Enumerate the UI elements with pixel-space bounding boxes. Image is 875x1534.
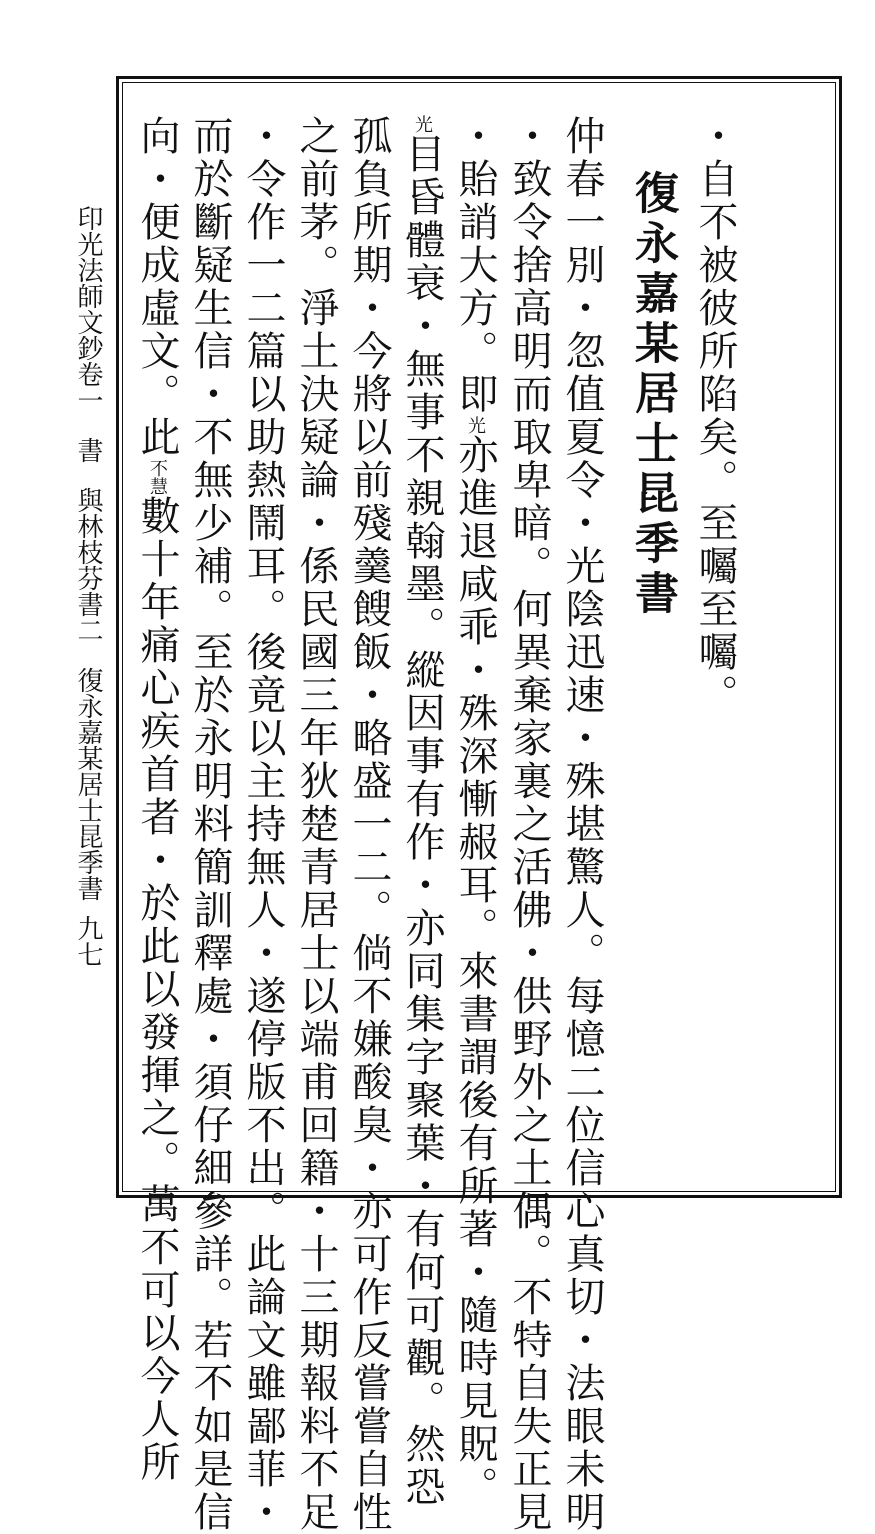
running-header-section: 書 <box>73 437 103 463</box>
running-header-book: 印光法師文鈔卷一 <box>73 205 103 413</box>
text-column-5 <box>399 115 445 1509</box>
honorific-small-buhui: 不慧 <box>147 459 168 495</box>
column-5-text: 目昏體衰・無事不親翰墨。縱因事有作・亦同集字聚葉・有何可觀。然恐 <box>399 133 445 1509</box>
page-number: 九七 <box>73 915 103 967</box>
text-column-1: ・自不被彼所陷矣。至囑至囑。 <box>692 115 738 717</box>
running-header-prev: 與林枝芬書二 <box>73 487 103 643</box>
column-10-part-a: 向・便成虛文。此 <box>134 115 180 459</box>
column-4-part-a: ・貽誚大方。即 <box>452 115 498 416</box>
text-column-6: 孤負所期・今將以前殘羹餿飯・略盛一二。倘不嫌酸臭・亦可作反嘗嘗自性 <box>346 115 392 1534</box>
text-column-8: ・令作一二篇以助熱鬧耳。後竟以主持無人・遂停版不出。此論文雖鄙菲・ <box>240 115 286 1534</box>
column-10-part-b: 數十年痛心疾首者・於此以發揮之。萬不可以今人所 <box>134 495 180 1484</box>
text-column-3: ・致令捨高明而取卑暗。何異棄家裏之活佛・供野外之土偶。不特自失正見 <box>506 115 552 1534</box>
running-header <box>72 205 104 1005</box>
column-4-part-b: 亦進退咸乖・殊深慚赧耳。來書謂後有所著・隨時見貺。 <box>452 434 498 1509</box>
text-column-10 <box>134 115 180 1484</box>
honorific-small-top: 光 <box>412 115 433 133</box>
text-column-2: 仲春一別・忽值夏令・光陰迅速・殊堪驚人。每憶二位信心真切・法眼未明 <box>559 115 605 1534</box>
letter-title: 復永嘉某居士昆季書 <box>627 170 678 620</box>
text-column-9: 而於斷疑生信・不無少補。至於永明料簡訓釋處・須仔細參詳。若不如是信 <box>187 115 233 1534</box>
text-column-4 <box>452 115 498 1509</box>
text-column-7: 之前茅。淨土決疑論・係民國三年狄楚青居士以端甫回籍・十三期報料不足 <box>293 115 339 1534</box>
running-header-current: 復永嘉某居士昆季書 <box>73 667 103 901</box>
honorific-small: 光 <box>465 416 486 434</box>
